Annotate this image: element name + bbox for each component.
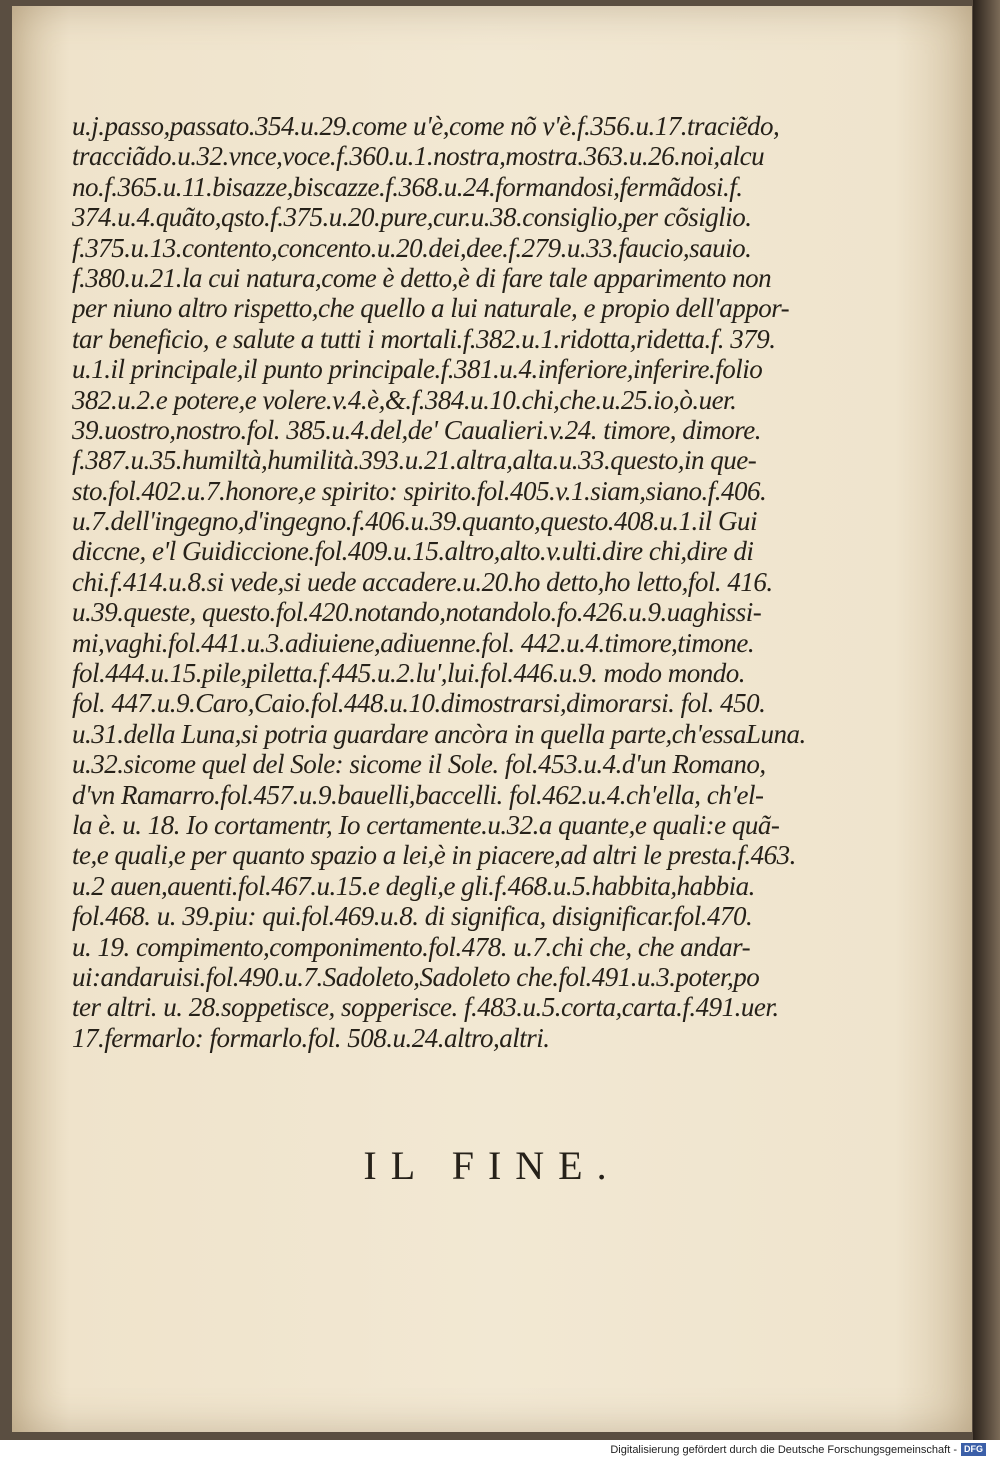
text-line: tracciãdo.u.32.vnce,voce.f.360.u.1.nostra,mostra.363.u.26.noi,alcu: [72, 141, 765, 172]
text-line: u.7.dell'ingegno,d'ingegno.f.406.u.39.quanto,questo.408.u.1.il Gui: [72, 506, 758, 537]
text-line: u.2 auen,auenti.fol.467.u.15.e degli,e gli.f.468.u.5.habbita,habbia.: [72, 870, 755, 901]
book-page: [12, 6, 972, 1432]
text-line: u.39.queste, questo.fol.420.notando,notandolo.fo.426.u.9.uaghissi-: [72, 597, 762, 628]
text-line: d'vn Ramarro.fol.457.u.9.bauelli,baccelli. fol.462.u.4.ch'ella, ch'el-: [72, 779, 764, 810]
text-line: fol.444.u.15.pile,piletta.f.445.u.2.lu',lui.fol.446.u.9. modo mondo.: [72, 658, 746, 689]
dfg-logo-icon: DFG: [961, 1443, 986, 1456]
text-line: fol. 447.u.9.Caro,Caio.fol.448.u.10.dimostrarsi,dimorarsi. fol. 450.: [72, 688, 766, 719]
text-line: 374.u.4.quãto,qsto.f.375.u.20.pure,cur.u.38.consiglio,per cõsiglio.: [72, 202, 752, 233]
credit-text: Digitalisierung gefördert durch die Deutsche Forschungsgemeinschaft -: [610, 1443, 957, 1456]
text-line: ui:andaruisi.fol.490.u.7.Sadoleto,Sadoleto che.fol.491.u.3.poter,po: [72, 961, 760, 992]
book-edge: [973, 0, 1000, 1440]
text-line: f.380.u.21.la cui natura,come è detto,è di fare tale apparimento non: [72, 262, 772, 293]
errata-text-block: [72, 111, 832, 1053]
text-line: 39.uostro,nostro.fol. 385.u.4.del,de' Caualieri.v.24. timore, dimore.: [72, 414, 761, 445]
closing-text: IL FINE.: [363, 1143, 621, 1188]
text-line: mi,vaghi.fol.441.u.3.adiuiene,adiuenne.fol. 442.u.4.timore,timone.: [72, 627, 755, 658]
text-line: u.32.sicome quel del Sole: sicome il Sole. fol.453.u.4.d'un Romano,: [72, 749, 766, 780]
text-line: sto.fol.402.u.7.honore,e spirito: spirito.fol.405.v.1.siam,siano.f.406.: [72, 475, 767, 506]
text-line: u.31.della Luna,si potria guardare ancòra in quella parte,ch'essaLuna.: [72, 718, 806, 749]
text-line: chi.f.414.u.8.si vede,si uede accadere.u.20.ho detto,ho letto,fol. 416.: [72, 566, 773, 597]
text-line: ter altri. u. 28.soppetisce, sopperisce. f.483.u.5.corta,carta.f.491.uer.: [72, 992, 779, 1023]
text-line: fol.468. u. 39.piu: qui.fol.469.u.8. di significa, disignificar.fol.470.: [72, 901, 753, 932]
text-line: la è. u. 18. Io cortamentr, Io certamente.u.32.a quante,e quali:e quã-: [72, 809, 780, 840]
text-line: 382.u.2.e potere,e volere.v.4.è,&.f.384.u.10.chi,che.u.25.io,ò.uer.: [72, 384, 737, 415]
text-line: u.j.passo,passato.354.u.29.come u'è,come nõ v'è.f.356.u.17.traciẽdo,: [72, 111, 780, 141]
text-line: f.387.u.35.humiltà,humilità.393.u.21.altra,alta.u.33.questo,in que-: [72, 445, 757, 476]
text-line: diccne, e'l Guidiccione.fol.409.u.15.altro,alto.v.ulti.dire chi,dire di: [72, 536, 754, 567]
text-line: tar beneficio, e salute a tutti i mortali.f.382.u.1.ridotta,ridetta.f. 379.: [72, 323, 776, 354]
text-line: u.1.il principale,il punto principale.f.381.u.4.inferiore,inferire.folio: [72, 354, 763, 385]
digitization-credit: [610, 1443, 986, 1456]
text-line: 17.fermarlo: formarlo.fol. 508.u.24.altro,altri.: [72, 1022, 550, 1053]
text-line: te,e quali,e per quanto spazio a lei,è in piacere,ad altri le presta.f.463.: [72, 840, 796, 871]
text-line: u. 19. compimento,componimento.fol.478. u.7.chi che, che andar-: [72, 931, 751, 962]
text-line: per niuno altro rispetto,che quello a lui naturale, e propio dell'appor-: [72, 293, 790, 324]
text-line: no.f.365.u.11.bisazze,biscazze.f.368.u.24.formandosi,fermãdosi.f.: [72, 171, 743, 202]
text-line: f.375.u.13.contento,concento.u.20.dei,dee.f.279.u.33.faucio,sauio.: [72, 232, 752, 263]
